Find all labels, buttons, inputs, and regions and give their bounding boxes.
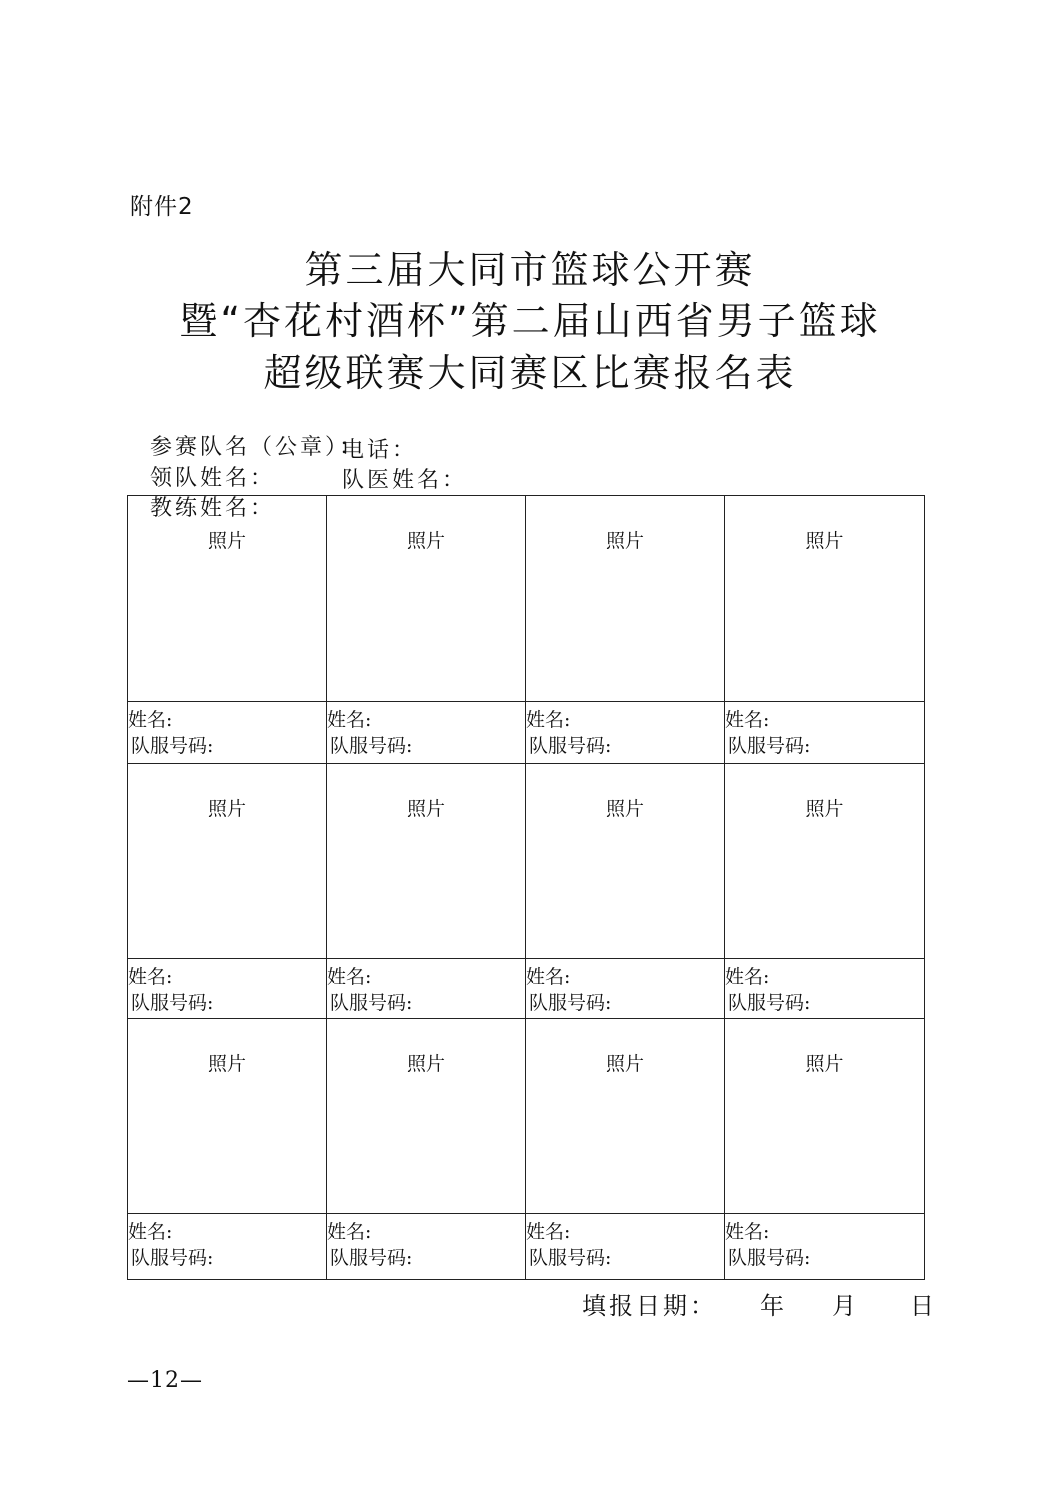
jersey-label: 队服号码: — [728, 1247, 811, 1269]
photo-label: 照片 — [605, 530, 644, 552]
doctor-label: 队医姓名： — [342, 468, 468, 493]
jersey-label: 队服号码: — [529, 992, 612, 1014]
photo-label: 照片 — [207, 1053, 246, 1075]
photo-box[interactable] — [725, 496, 925, 702]
player-info-cell[interactable] — [725, 1214, 925, 1280]
year-label: 年 — [760, 1292, 787, 1320]
photo-box[interactable] — [526, 764, 725, 959]
photo-label: 照片 — [805, 798, 844, 820]
photo-box[interactable] — [526, 1019, 725, 1214]
photo-label: 照片 — [207, 530, 246, 552]
photo-label: 照片 — [207, 798, 246, 820]
photo-row — [128, 764, 925, 959]
info-row — [128, 959, 925, 1019]
title-line-3: 超级联赛大同赛区比赛报名表 — [263, 351, 797, 395]
phone-label: 电话： — [342, 438, 418, 463]
player-info-cell[interactable] — [128, 1214, 327, 1280]
name-label: 姓名: — [725, 1221, 770, 1243]
player-info-cell[interactable] — [327, 1214, 526, 1280]
photo-box[interactable] — [526, 496, 725, 702]
player-info-cell[interactable] — [327, 959, 526, 1019]
photo-box[interactable] — [725, 764, 925, 959]
leader-label: 领队姓名： — [150, 466, 276, 491]
photo-box[interactable] — [725, 1019, 925, 1214]
photo-label: 照片 — [605, 798, 644, 820]
name-label: 姓名: — [128, 1221, 173, 1243]
month-label: 月 — [832, 1292, 859, 1320]
photo-label: 照片 — [605, 1053, 644, 1075]
photo-row — [128, 1019, 925, 1214]
jersey-label: 队服号码: — [131, 1247, 214, 1269]
player-info-cell[interactable] — [725, 702, 925, 764]
player-info-cell[interactable] — [128, 959, 327, 1019]
attachment-label: 附件2 — [130, 194, 194, 220]
name-label: 姓名: — [526, 1221, 571, 1243]
photo-label: 照片 — [406, 530, 445, 552]
team-name-label: 参赛队名（公章）： — [150, 435, 365, 460]
info-row — [128, 702, 925, 764]
photo-box[interactable] — [327, 764, 526, 959]
title-line-2: 暨“杏花村酒杯”第二届山西省男子篮球 — [179, 299, 881, 343]
page-number: —12— — [127, 1368, 203, 1393]
jersey-label: 队服号码: — [728, 992, 811, 1014]
photo-label: 照片 — [406, 798, 445, 820]
jersey-label: 队服号码: — [728, 735, 811, 757]
jersey-label: 队服号码: — [330, 992, 413, 1014]
player-registration-grid — [127, 495, 925, 1280]
name-label: 姓名: — [327, 966, 372, 988]
photo-box[interactable] — [327, 1019, 526, 1214]
jersey-label: 队服号码: — [529, 735, 612, 757]
jersey-label: 队服号码: — [330, 735, 413, 757]
name-label: 姓名: — [526, 709, 571, 731]
photo-label: 照片 — [406, 1053, 445, 1075]
player-info-cell[interactable] — [526, 959, 725, 1019]
name-label: 姓名: — [128, 709, 173, 731]
photo-box[interactable] — [128, 764, 327, 959]
player-info-cell[interactable] — [526, 702, 725, 764]
coach-label: 教练姓名： — [150, 496, 276, 521]
photo-box[interactable] — [128, 496, 327, 702]
name-label: 姓名: — [725, 709, 770, 731]
photo-box[interactable] — [128, 1019, 327, 1214]
fill-date-label: 填报日期： — [582, 1292, 717, 1320]
player-info-cell[interactable] — [526, 1214, 725, 1280]
jersey-label: 队服号码: — [330, 1247, 413, 1269]
day-label: 日 — [910, 1292, 937, 1320]
name-label: 姓名: — [128, 966, 173, 988]
photo-label: 照片 — [805, 530, 844, 552]
photo-label: 照片 — [805, 1053, 844, 1075]
name-label: 姓名: — [327, 709, 372, 731]
player-info-cell[interactable] — [128, 702, 327, 764]
name-label: 姓名: — [526, 966, 571, 988]
name-label: 姓名: — [725, 966, 770, 988]
title-line-1: 第三届大同市篮球公开赛 — [304, 248, 756, 292]
info-row — [128, 1214, 925, 1280]
player-info-cell[interactable] — [725, 959, 925, 1019]
photo-row — [128, 496, 925, 702]
photo-box[interactable] — [327, 496, 526, 702]
name-label: 姓名: — [327, 1221, 372, 1243]
player-info-cell[interactable] — [327, 702, 526, 764]
jersey-label: 队服号码: — [131, 735, 214, 757]
jersey-label: 队服号码: — [529, 1247, 612, 1269]
jersey-label: 队服号码: — [131, 992, 214, 1014]
